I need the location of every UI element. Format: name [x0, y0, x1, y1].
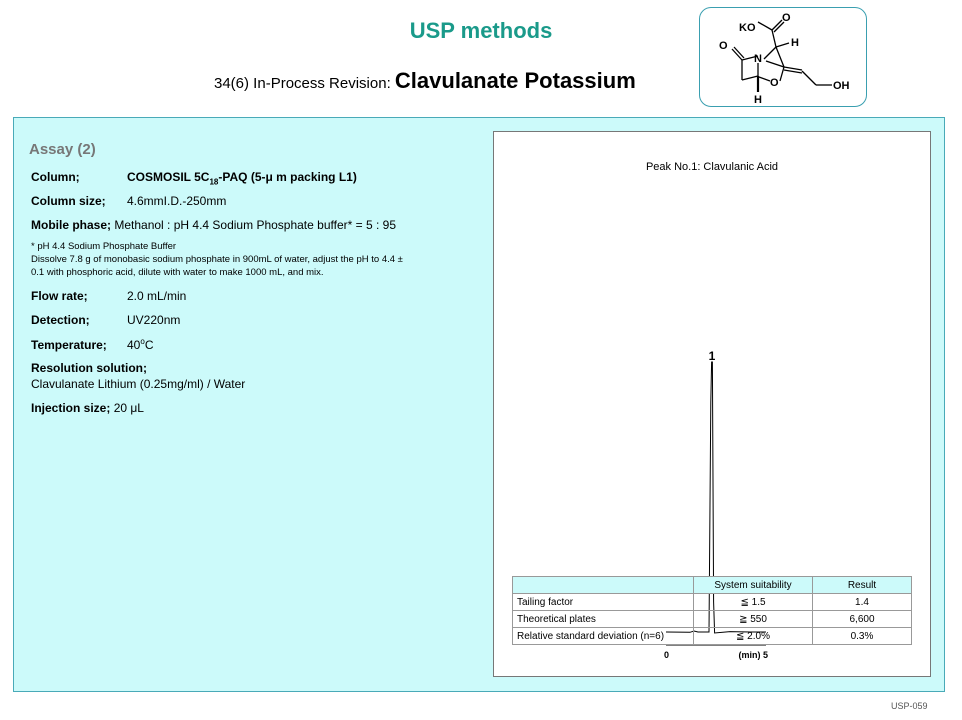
column-size-value: 4.6mmI.D.-250mm — [127, 194, 227, 208]
flow-rate-row — [31, 289, 186, 303]
atom-oh: OH — [833, 80, 850, 92]
table-row — [513, 594, 912, 611]
atom-n: N — [754, 53, 762, 65]
table-header-cell: Result — [813, 577, 912, 594]
peak-label-1: 1 — [708, 349, 716, 363]
atom-h-top: H — [791, 37, 799, 49]
mobile-phase-value: Methanol : pH 4.4 Sodium Phosphate buffer* = 5 : 95 — [114, 218, 396, 232]
table-cell: 6,600 — [813, 611, 912, 628]
atom-h-bottom: H — [754, 94, 762, 106]
column-label: Column; — [31, 170, 80, 184]
table-cell: Relative standard deviation (n=6) — [513, 628, 694, 645]
table-header-cell — [513, 577, 694, 594]
resolution-value: Clavulanate Lithium (0.25mg/ml) / Water — [31, 377, 246, 391]
table-cell: ≧ 550 — [694, 611, 813, 628]
table-row — [513, 628, 912, 645]
table-cell: 0.3% — [813, 628, 912, 645]
temperature-label: Temperature; — [31, 338, 107, 352]
detection-label: Detection; — [31, 313, 90, 327]
table-row — [513, 611, 912, 628]
table-cell: 1.4 — [813, 594, 912, 611]
atom-o-ring: O — [770, 77, 779, 89]
table-header-cell: System suitability — [694, 577, 813, 594]
system-suitability-table — [512, 576, 912, 645]
buffer-note: * pH 4.4 Sodium Phosphate Buffer Dissolve 7.8 g of monobasic sodium phosphate in 900mL of water, adjust the pH to 4.4 ± 0.1 with phosphoric acid, dilute with water to make 1000 mL, and mix. — [31, 241, 403, 278]
table-cell: ≦ 1.5 — [694, 594, 813, 611]
page-subtitle — [214, 68, 636, 94]
resolution-row — [31, 361, 245, 391]
resolution-label: Resolution solution; — [31, 361, 147, 375]
chemical-structure — [699, 7, 867, 107]
temperature-row — [31, 337, 153, 352]
detection-row — [31, 313, 180, 327]
atom-o-top: O — [782, 12, 791, 24]
x-end-label: (min) 5 — [738, 650, 768, 660]
injection-value: 20 μL — [113, 401, 144, 415]
flow-rate-value: 2.0 mL/min — [127, 289, 187, 303]
injection-row — [31, 401, 144, 415]
column-size-label: Column size; — [31, 194, 106, 208]
table-header-row — [513, 577, 912, 594]
detection-value: UV220nm — [127, 313, 181, 327]
table-cell: Theoretical plates — [513, 611, 694, 628]
assay-title: Assay (2) — [29, 141, 96, 158]
injection-label: Injection size; — [31, 401, 111, 415]
compound-name: Clavulanate Potassium — [394, 68, 636, 93]
table-cell: ≦ 2.0% — [694, 628, 813, 645]
x-start-label: 0 — [664, 650, 670, 660]
mobile-phase-row — [31, 218, 396, 232]
page-title: USP methods — [409, 18, 553, 43]
column-value: COSMOSIL $5C_{18}$-PAQ (5-μ m packing L1) — [127, 170, 357, 187]
atom-o-left: O — [719, 40, 728, 52]
column-row — [31, 170, 357, 186]
atom-ko: KO — [739, 22, 756, 34]
table-cell: Tailing factor — [513, 594, 694, 611]
temperature-value: 40$^o$C — [127, 337, 154, 352]
subtitle-prefix: 34(6) In-Process Revision: — [214, 75, 395, 92]
slide-code: USP-059 — [891, 701, 928, 711]
mobile-phase-label: Mobile phase; — [31, 218, 112, 232]
column-size-row — [31, 194, 226, 208]
flow-rate-label: Flow rate; — [31, 289, 88, 303]
peak-title: Peak No.1: Clavulanic Acid — [645, 161, 779, 173]
